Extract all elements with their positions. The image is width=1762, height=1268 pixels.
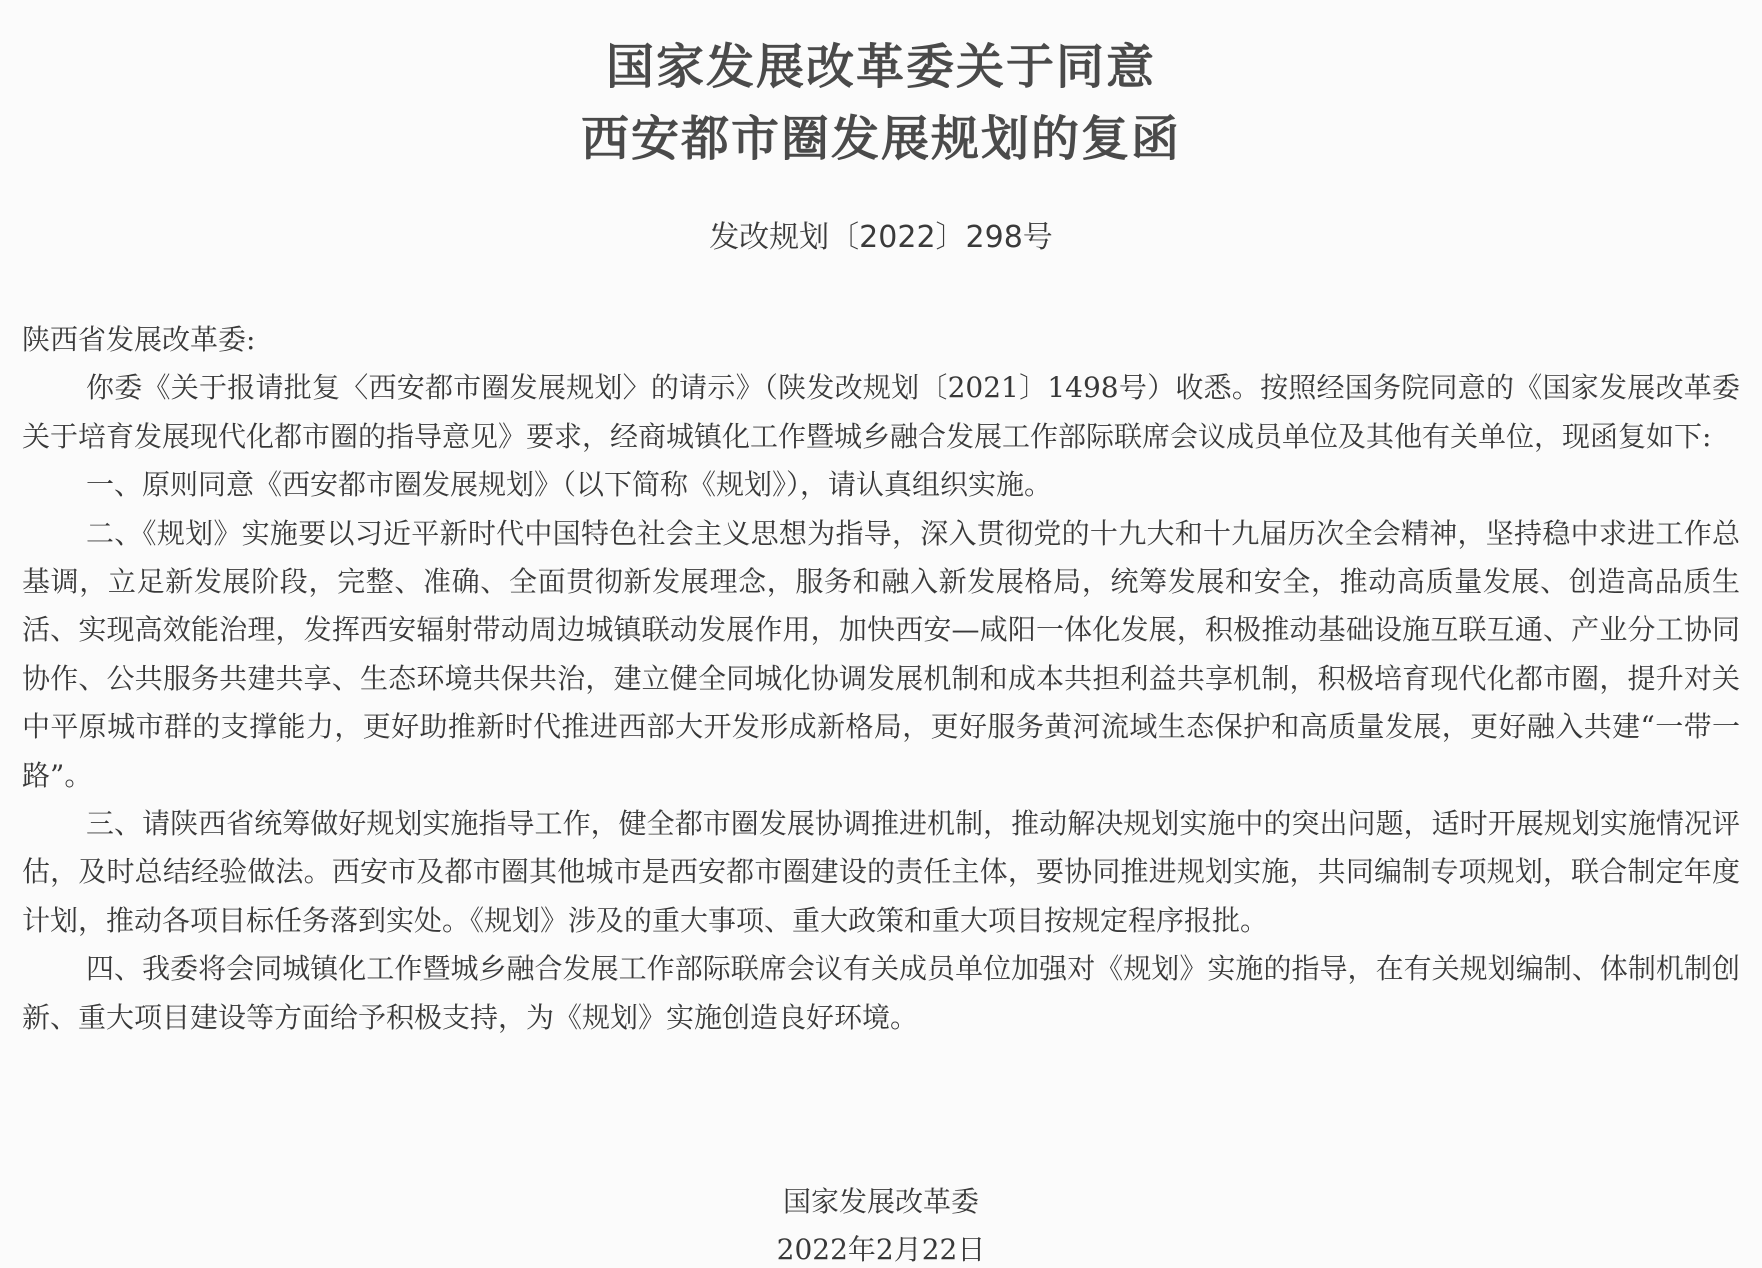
document-title-line-2: 西安都市圈发展规划的复函: [580, 111, 1181, 167]
document-title-line-1: 国家发展改革委关于同意: [605, 39, 1156, 95]
paragraph-item-1: 一、原则同意《西安都市圈发展规划》（以下简称《规划》），请认真组织实施。: [86, 468, 1053, 502]
addressee: 陕西省发展改革委:: [22, 323, 256, 356]
document-number: 发改规划〔2022〕298号: [709, 220, 1053, 255]
document-body: [22, 316, 1740, 1042]
paragraph-item-4: 四、我委将会同城镇化工作暨城乡融合发展工作部际联席会议有关成员单位加强对《规划》实施的指导，在有关规划编制、体制机制创新、重大项目建设等方面给予积极支持，为《规划》实施创造良好环境。: [22, 952, 1740, 1034]
paragraph-intro: 你委《关于报请批复〈西安都市圈发展规划〉的请示》（陕发改规划〔2021〕1498号）收悉。按照经国务院同意的《国家发展改革委关于培育发展现代化都市圈的指导意见》要求，经商城镇化工作暨城乡融合发展工作部际联席会议成员单位及其他有关单位，现函复如下:: [22, 371, 1740, 453]
paragraph-item-3: 三、请陕西省统筹做好规划实施指导工作，健全都市圈发展协调推进机制，推动解决规划实施中的突出问题，适时开展规划实施情况评估，及时总结经验做法。西安市及都市圈其他城市是西安都市圈建设的责任主体，要协同推进规划实施，共同编制专项规划，联合制定年度计划，推动各项目标任务落到实处。《规划》涉及的重大事项、重大政策和重大项目按规定程序报批。: [22, 807, 1740, 937]
paragraph-item-2: 二、《规划》实施要以习近平新时代中国特色社会主义思想为指导，深入贯彻党的十九大和十九届历次全会精神，坚持稳中求进工作总基调，立足新发展阶段，完整、准确、全面贯彻新发展理念，服务和融入新发展格局，统筹发展和安全，推动高质量发展、创造高品质生活、实现高效能治理，发挥西安辐射带动周边城镇联动发展作用，加快西安—咸阳一体化发展，积极推动基础设施互联互通、产业分工协同协作、公共服务共建共享、生态环境共保共治，建立健全同城化协调发展机制和成本共担利益共享机制，积极培育现代化都市圈，提升对关中平原城市群的支撑能力，更好助推新时代推进西部大开发形成新格局，更好服务黄河流域生态保护和高质量发展，更好融入共建“一带一路”。: [22, 516, 1740, 792]
issue-date: 2022年2月22日: [776, 1233, 986, 1266]
issuer-signature: 国家发展改革委: [782, 1185, 979, 1218]
